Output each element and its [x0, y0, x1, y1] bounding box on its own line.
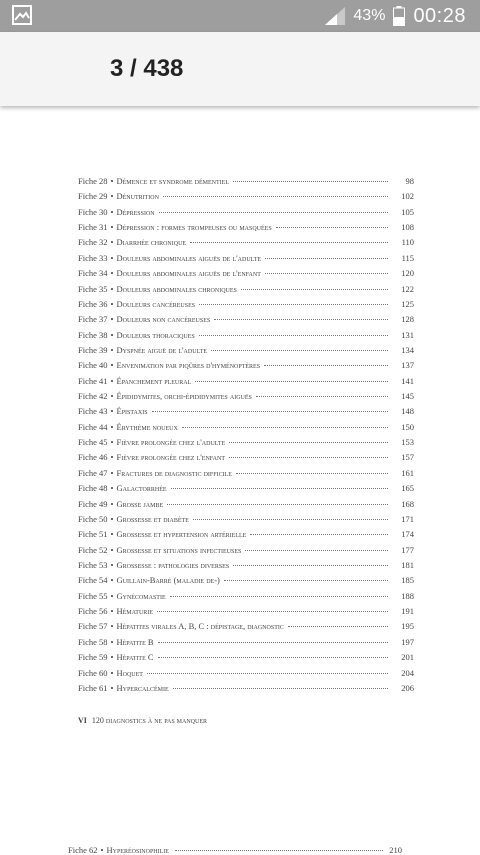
- toc-title: Douleurs abdominales aiguës de l'enfant: [116, 268, 261, 279]
- toc-fiche: Fiche 61: [78, 682, 108, 693]
- toc-leader-dots: [245, 550, 388, 551]
- toc-fiche: Fiche 42: [78, 391, 108, 402]
- toc-leader-dots: [236, 473, 388, 474]
- toc-page-number: 195: [401, 621, 414, 632]
- toc-fiche: Fiche 52: [78, 544, 108, 555]
- toc-leader-dots: [229, 457, 388, 458]
- next-page-toc-row[interactable]: [68, 845, 402, 855]
- toc-title: Hoquet: [116, 667, 143, 678]
- toc-bullet: •: [110, 437, 114, 448]
- toc-title: Douleurs abdominales chroniques: [116, 283, 237, 294]
- toc-page-number: 171: [401, 513, 414, 524]
- toc-page-number: 145: [401, 391, 414, 402]
- toc-row[interactable]: [78, 499, 414, 514]
- toc-page-number: 181: [401, 559, 414, 570]
- toc-row[interactable]: [78, 591, 414, 606]
- toc-leader-dots: [264, 365, 388, 366]
- toc-fiche: Fiche 46: [78, 452, 108, 463]
- toc-title: Dépression: [116, 206, 155, 217]
- toc-title: Grosse jambe: [116, 498, 164, 509]
- toc-leader-dots: [250, 534, 388, 535]
- toc-fiche: Fiche 32: [78, 237, 108, 248]
- battery-percent: 43%: [353, 7, 386, 24]
- toc-row[interactable]: [78, 268, 414, 283]
- toc-row[interactable]: [78, 452, 414, 467]
- toc-page-number: 120: [401, 268, 414, 279]
- toc-bullet: •: [110, 421, 114, 432]
- toc-title: Fièvre prolongée chez l'adulte: [116, 437, 226, 448]
- toc-bullet: •: [110, 483, 114, 494]
- status-indicators: [325, 0, 466, 32]
- toc-title: Dyspnée aiguë de l'adulte: [116, 344, 207, 355]
- toc-bullet: •: [110, 621, 114, 632]
- toc-leader-dots: [199, 304, 388, 305]
- toc-bullet: •: [110, 314, 114, 325]
- toc-row[interactable]: [78, 637, 414, 652]
- toc-page-number: 141: [401, 375, 414, 386]
- toc-fiche: Fiche 41: [78, 375, 108, 386]
- toc-bullet: •: [110, 682, 114, 693]
- toc-row[interactable]: [78, 575, 414, 590]
- page-roman-numeral: VI: [78, 716, 87, 725]
- battery-icon: [393, 6, 405, 26]
- toc-leader-dots: [211, 350, 388, 351]
- toc-title: Hépatite C: [116, 652, 154, 663]
- toc-row[interactable]: [78, 237, 414, 252]
- toc-row[interactable]: [78, 621, 414, 636]
- toc-title: Douleurs thoraciques: [116, 329, 195, 340]
- toc-title: Dénutrition: [116, 191, 159, 202]
- toc-row[interactable]: [78, 360, 414, 375]
- page-footer: [78, 716, 207, 725]
- toc-leader-dots: [199, 335, 388, 336]
- toc-page-number: 201: [401, 652, 414, 663]
- toc-title: Hypercalcémie: [116, 682, 169, 693]
- toc-page-number: 204: [401, 667, 414, 678]
- toc-fiche: Fiche 43: [78, 406, 108, 417]
- toc-fiche: Fiche 62: [68, 845, 98, 855]
- toc-leader-dots: [171, 488, 388, 489]
- toc-page-number: 102: [401, 191, 414, 202]
- toc-row[interactable]: [78, 330, 414, 345]
- clock: 00:28: [413, 4, 466, 27]
- toc-page-number: 191: [401, 606, 414, 617]
- toc-bullet: •: [110, 559, 114, 570]
- toc-title: Fièvre prolongée chez l'enfant: [116, 452, 226, 463]
- toc-fiche: Fiche 39: [78, 344, 108, 355]
- toc-row[interactable]: [78, 284, 414, 299]
- toc-leader-dots: [256, 396, 388, 397]
- toc-leader-dots: [214, 319, 388, 320]
- toc-row[interactable]: [78, 560, 414, 575]
- toc-bullet: •: [110, 206, 114, 217]
- toc-title: Galactorrhée: [116, 483, 167, 494]
- toc-fiche: Fiche 51: [78, 529, 108, 540]
- toc-page-number: 108: [401, 222, 414, 233]
- toc-leader-dots: [190, 242, 388, 243]
- toc-fiche: Fiche 53: [78, 559, 108, 570]
- toc-page-number: 98: [405, 176, 414, 186]
- toc-bullet: •: [110, 575, 114, 586]
- toc-bullet: •: [110, 298, 114, 309]
- toc-fiche: Fiche 55: [78, 590, 108, 601]
- toc-title: Gynécomastie: [116, 590, 166, 601]
- toc-row[interactable]: [78, 253, 414, 268]
- toc-fiche: Fiche 34: [78, 268, 108, 279]
- toc-bullet: •: [110, 590, 114, 601]
- toc-row[interactable]: [78, 437, 414, 452]
- toc-bullet: •: [110, 636, 114, 647]
- toc-page-number: 157: [401, 452, 414, 463]
- toc-row[interactable]: [78, 422, 414, 437]
- toc-row[interactable]: [78, 299, 414, 314]
- toc-page-number: 125: [401, 298, 414, 309]
- toc-page-number: 122: [401, 283, 414, 294]
- toc-row[interactable]: [78, 176, 414, 191]
- toc-bullet: •: [110, 513, 114, 524]
- toc-title: Épanchement pleural: [116, 375, 192, 386]
- toc-row[interactable]: [78, 406, 414, 421]
- toc-bullet: •: [110, 375, 114, 386]
- toc-row[interactable]: [78, 222, 414, 237]
- toc-leader-dots: [265, 258, 388, 259]
- toc-page-number: 161: [401, 467, 414, 478]
- toc-row[interactable]: [78, 529, 414, 544]
- toc-title: Démence et syndrome démentiel: [116, 176, 230, 186]
- toc-fiche: Fiche 49: [78, 498, 108, 509]
- toc-bullet: •: [110, 176, 114, 186]
- toc-leader-dots: [158, 642, 388, 643]
- toc-row[interactable]: [78, 652, 414, 667]
- toc-bullet: •: [110, 467, 114, 478]
- toc-row[interactable]: [78, 314, 414, 329]
- toc-bullet: •: [110, 268, 114, 279]
- toc-fiche: Fiche 38: [78, 329, 108, 340]
- toc-leader-dots: [158, 657, 388, 658]
- toc-title: Hépatites virales A, B, C : dépistage, diagnostic: [116, 621, 284, 632]
- toc-page-number: 165: [401, 483, 414, 494]
- toc-row[interactable]: [78, 191, 414, 206]
- toc-bullet: •: [110, 652, 114, 663]
- signal-icon: [325, 7, 345, 25]
- toc-fiche: Fiche 59: [78, 652, 108, 663]
- toc-page-number: 134: [401, 344, 414, 355]
- toc-bullet: •: [110, 529, 114, 540]
- toc-title: Hématurie: [116, 606, 153, 617]
- toc-bullet: •: [110, 344, 114, 355]
- toc-leader-dots: [175, 850, 383, 851]
- toc-page-number: 110: [401, 237, 414, 248]
- toc-page-number: 206: [401, 682, 414, 693]
- toc-fiche: Fiche 30: [78, 206, 108, 217]
- toc-page-number: 131: [401, 329, 414, 340]
- toc-page-number: 197: [401, 636, 414, 647]
- table-of-contents: [78, 176, 414, 698]
- toc-page-number: 148: [401, 406, 414, 417]
- toc-bullet: •: [110, 222, 114, 233]
- toc-page-number: 177: [401, 544, 414, 555]
- toc-bullet: •: [110, 237, 114, 248]
- toc-row[interactable]: [78, 207, 414, 222]
- toc-page-number: 174: [401, 529, 414, 540]
- toc-title: Douleurs cancéreuses: [116, 298, 196, 309]
- toc-fiche: Fiche 37: [78, 314, 108, 325]
- toc-bullet: •: [110, 667, 114, 678]
- toc-title: Hépatite B: [116, 636, 154, 647]
- toc-page-number: 115: [401, 252, 414, 263]
- toc-leader-dots: [195, 381, 388, 382]
- toc-row[interactable]: [78, 514, 414, 529]
- toc-title: Grossesse et hypertension artérielle: [116, 529, 247, 540]
- toc-leader-dots: [265, 273, 388, 274]
- toc-leader-dots: [224, 580, 388, 581]
- toc-bullet: •: [110, 606, 114, 617]
- toc-title: Grossesse et situations infectieuses: [116, 544, 242, 555]
- toc-bullet: •: [110, 329, 114, 340]
- toc-leader-dots: [229, 442, 388, 443]
- toc-page-number: 188: [401, 590, 414, 601]
- toc-leader-dots: [170, 596, 388, 597]
- toc-leader-dots: [276, 227, 388, 228]
- toc-leader-dots: [193, 519, 388, 520]
- toc-row[interactable]: [78, 468, 414, 483]
- status-bar: [0, 0, 480, 32]
- toc-bullet: •: [110, 360, 114, 371]
- toc-row[interactable]: [78, 545, 414, 560]
- toc-leader-dots: [182, 427, 388, 428]
- toc-page-number: 150: [401, 421, 414, 432]
- toc-page-number: 210: [389, 845, 402, 855]
- toc-fiche: Fiche 54: [78, 575, 108, 586]
- toc-title: Grossesse : pathologies diverses: [116, 559, 230, 570]
- toc-row[interactable]: [78, 483, 414, 498]
- toc-fiche: Fiche 60: [78, 667, 108, 678]
- toc-bullet: •: [100, 845, 104, 855]
- book-title: 120 diagnostics à ne pas manquer: [91, 716, 208, 725]
- toc-title: Douleurs non cancéreuses: [116, 314, 211, 325]
- toc-bullet: •: [110, 544, 114, 555]
- toc-page-number: 168: [401, 498, 414, 509]
- toc-leader-dots: [241, 289, 388, 290]
- toc-fiche: Fiche 28: [78, 176, 108, 186]
- toc-row[interactable]: [78, 668, 414, 683]
- toc-title: Envenimation par piqûres d'hyménoptères: [116, 360, 261, 371]
- toc-leader-dots: [233, 181, 388, 182]
- toc-fiche: Fiche 29: [78, 191, 108, 202]
- toc-leader-dots: [163, 196, 388, 197]
- toc-title: Grossesse et diabète: [116, 513, 189, 524]
- app-bar: [0, 32, 480, 106]
- toc-title: Hyperéosinophilie: [106, 845, 169, 855]
- toc-title: Épistaxis: [116, 406, 148, 417]
- toc-fiche: Fiche 31: [78, 222, 108, 233]
- toc-row[interactable]: [78, 606, 414, 621]
- toc-fiche: Fiche 45: [78, 437, 108, 448]
- toc-fiche: Fiche 33: [78, 252, 108, 263]
- toc-fiche: Fiche 50: [78, 513, 108, 524]
- toc-bullet: •: [110, 391, 114, 402]
- toc-page-number: 137: [401, 360, 414, 371]
- toc-title: Épididymites, orchi-épididymites aiguës: [116, 391, 252, 402]
- toc-leader-dots: [173, 688, 388, 689]
- page-indicator: 3 / 438: [110, 55, 184, 82]
- toc-row[interactable]: [78, 391, 414, 406]
- toc-leader-dots: [233, 565, 388, 566]
- toc-fiche: Fiche 35: [78, 283, 108, 294]
- toc-title: Fractures de diagnostic difficile: [116, 467, 232, 478]
- toc-fiche: Fiche 36: [78, 298, 108, 309]
- toc-page-number: 153: [401, 437, 414, 448]
- toc-bullet: •: [110, 252, 114, 263]
- toc-row[interactable]: [78, 376, 414, 391]
- toc-leader-dots: [157, 611, 388, 612]
- toc-fiche: Fiche 40: [78, 360, 108, 371]
- toc-page-number: 128: [401, 314, 414, 325]
- toc-fiche: Fiche 58: [78, 636, 108, 647]
- toc-bullet: •: [110, 283, 114, 294]
- toc-row[interactable]: [78, 345, 414, 360]
- toc-bullet: •: [110, 452, 114, 463]
- toc-page-number: 105: [401, 206, 414, 217]
- toc-fiche: Fiche 57: [78, 621, 108, 632]
- toc-leader-dots: [288, 626, 388, 627]
- toc-title: Guillain-Barré (maladie de-): [116, 575, 220, 586]
- toc-bullet: •: [110, 191, 114, 202]
- toc-fiche: Fiche 47: [78, 467, 108, 478]
- toc-title: Diarrhée chronique: [116, 237, 187, 248]
- toc-leader-dots: [147, 673, 388, 674]
- toc-leader-dots: [152, 411, 388, 412]
- toc-bullet: •: [110, 406, 114, 417]
- toc-page-number: 185: [401, 575, 414, 586]
- toc-fiche: Fiche 48: [78, 483, 108, 494]
- toc-title: Dépression : formes trompeuses ou masquées: [116, 222, 272, 233]
- toc-title: Douleurs abdominales aiguës de l'adulte: [116, 252, 262, 263]
- toc-fiche: Fiche 56: [78, 606, 108, 617]
- toc-bullet: •: [110, 498, 114, 509]
- toc-row[interactable]: [78, 683, 414, 698]
- toc-title: Érythème noueux: [116, 421, 178, 432]
- toc-leader-dots: [159, 212, 388, 213]
- gallery-icon[interactable]: [12, 5, 32, 25]
- toc-leader-dots: [167, 504, 388, 505]
- toc-fiche: Fiche 44: [78, 421, 108, 432]
